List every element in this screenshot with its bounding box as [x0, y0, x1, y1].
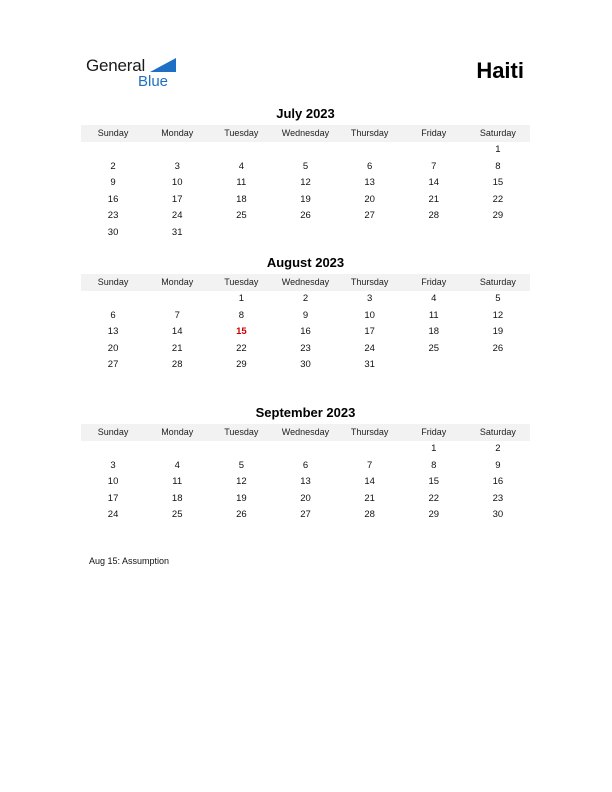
- day-cell: 17: [171, 193, 183, 205]
- day-cell: 22: [236, 342, 247, 354]
- weekday-header-row: [81, 274, 530, 291]
- day-cell: 21: [364, 492, 375, 504]
- day-cell: 24: [364, 342, 375, 354]
- day-cell: 16: [492, 476, 504, 488]
- day-cell: 27: [107, 359, 119, 371]
- day-cell: 31: [171, 226, 183, 238]
- day-cell: 7: [174, 309, 180, 321]
- day-cell: 22: [428, 492, 440, 504]
- day-cell: [338, 441, 402, 458]
- weekday-label: Sunday: [97, 128, 129, 138]
- week-row: [81, 159, 530, 176]
- weekday-label: Tuesday: [224, 128, 259, 138]
- day-cell: 8: [495, 160, 501, 172]
- day-cell: 8: [431, 459, 437, 471]
- day-cell: [209, 142, 273, 159]
- day-cell: 1: [495, 144, 501, 155]
- logo-general-text: General: [86, 56, 146, 75]
- day-cell: 28: [428, 210, 440, 222]
- day-cell: 3: [366, 293, 373, 304]
- day-cell: [209, 225, 273, 242]
- day-cell: 9: [110, 177, 116, 189]
- month-july: [81, 105, 530, 242]
- weekday-label: Wednesday: [281, 128, 330, 138]
- holiday-notes: [89, 556, 169, 566]
- week-row: [81, 142, 530, 159]
- day-cell: 1: [238, 293, 244, 304]
- day-cell: [338, 225, 402, 242]
- day-cell: 31: [364, 359, 375, 371]
- day-cell: 26: [492, 342, 504, 354]
- day-cell: 21: [171, 342, 183, 354]
- day-cell: 2: [495, 443, 501, 454]
- day-cell: 28: [171, 359, 183, 371]
- day-cell: 10: [107, 476, 119, 488]
- week-row: [81, 175, 530, 192]
- day-cell: [273, 225, 337, 242]
- day-cell: 18: [171, 492, 183, 504]
- weekday-header-row: [81, 125, 530, 142]
- day-cell: 22: [492, 193, 504, 205]
- month-title: July 2023: [276, 106, 335, 121]
- day-cell: 6: [366, 160, 373, 172]
- day-cell: 7: [431, 160, 437, 172]
- week-row: [81, 474, 530, 491]
- weekday-label: Friday: [421, 128, 447, 138]
- day-cell: 23: [300, 342, 311, 354]
- day-cell: 30: [492, 509, 504, 521]
- month-august: [81, 254, 530, 374]
- day-cell: 12: [300, 177, 311, 189]
- week-row: [81, 192, 530, 209]
- day-cell: 29: [492, 210, 504, 222]
- weekday-label: Tuesday: [224, 277, 259, 287]
- day-cell: 13: [300, 476, 311, 488]
- day-cell: [273, 441, 337, 458]
- day-cell: 7: [366, 459, 373, 471]
- generalblue-logo: [86, 54, 186, 94]
- week-row: [81, 291, 530, 308]
- day-cell: [466, 225, 530, 242]
- day-cell: 3: [110, 459, 116, 471]
- day-cell: [81, 441, 145, 458]
- weekday-label: Sunday: [97, 277, 129, 287]
- day-cell: [81, 142, 145, 159]
- day-cell: 26: [300, 210, 311, 222]
- week-row: [81, 341, 530, 358]
- day-cell: 30: [300, 359, 311, 371]
- day-cell: 4: [238, 160, 244, 172]
- day-cell: [402, 357, 466, 374]
- day-cell: 27: [364, 210, 375, 222]
- day-cell: 17: [364, 326, 375, 338]
- day-cell: [466, 357, 530, 374]
- month-title: August 2023: [266, 255, 345, 270]
- day-cell: 27: [300, 509, 311, 521]
- day-cell: 5: [495, 293, 501, 304]
- day-cell: 8: [238, 309, 244, 321]
- day-cell: 26: [236, 509, 247, 521]
- day-cell: 24: [171, 210, 183, 222]
- week-row: [81, 225, 530, 242]
- day-cell: 25: [236, 210, 247, 222]
- day-cell: [209, 441, 273, 458]
- weekday-header-row: [81, 424, 530, 441]
- day-cell: [402, 225, 466, 242]
- weekday-label: Thursday: [350, 277, 389, 287]
- day-cell: 3: [174, 160, 180, 172]
- day-cell: 12: [236, 476, 247, 488]
- day-cell: 6: [110, 309, 116, 321]
- day-cell: 16: [107, 193, 119, 205]
- weekday-label: Wednesday: [281, 277, 330, 287]
- day-cell: 14: [171, 326, 183, 338]
- week-row: [81, 308, 530, 325]
- month-title: September 2023: [255, 405, 356, 420]
- week-row: [81, 324, 530, 341]
- logo-blue-text: Blue: [138, 73, 169, 90]
- day-cell: 24: [107, 509, 119, 521]
- week-row: [81, 441, 530, 458]
- weekday-label: Saturday: [479, 128, 516, 138]
- weekday-label: Sunday: [97, 427, 129, 437]
- week-row: [81, 507, 530, 524]
- weekday-label: Thursday: [350, 427, 389, 437]
- day-cell: 28: [364, 509, 375, 521]
- day-cell: 18: [236, 193, 247, 205]
- day-cell: [402, 142, 466, 159]
- day-cell: [145, 142, 209, 159]
- day-cell: 6: [302, 459, 309, 471]
- logo-triangle-icon: [150, 58, 176, 72]
- day-cell: 20: [364, 193, 375, 205]
- week-row: [81, 458, 530, 475]
- day-cell: 10: [364, 309, 375, 321]
- day-cell: 14: [364, 476, 375, 488]
- holiday-note: Aug 15: Assumption: [89, 556, 170, 566]
- day-cell: 30: [107, 226, 119, 238]
- day-cell: 11: [428, 309, 439, 321]
- day-cell: 19: [236, 492, 247, 504]
- day-cell: 4: [431, 293, 437, 304]
- day-cell: 15: [428, 476, 440, 488]
- day-cell: [145, 291, 209, 308]
- day-cell: 9: [302, 309, 309, 321]
- day-cell: 5: [238, 459, 244, 471]
- day-cell: 25: [171, 509, 183, 521]
- weekday-label: Thursday: [350, 128, 389, 138]
- holiday-day-cell: 15: [236, 326, 247, 338]
- day-cell: 2: [302, 293, 309, 304]
- day-cell: 21: [428, 193, 440, 205]
- weekday-label: Saturday: [479, 277, 516, 287]
- weekday-label: Saturday: [479, 427, 516, 437]
- day-cell: 4: [174, 459, 180, 471]
- day-cell: 25: [428, 342, 440, 354]
- weekday-label: Wednesday: [281, 427, 330, 437]
- day-cell: 10: [171, 177, 183, 189]
- day-cell: 11: [236, 177, 247, 189]
- weekday-label: Monday: [161, 277, 194, 287]
- day-cell: 17: [107, 492, 119, 504]
- day-cell: 23: [107, 210, 119, 222]
- day-cell: 23: [492, 492, 504, 504]
- day-cell: 16: [300, 326, 311, 338]
- day-cell: 20: [107, 342, 119, 354]
- day-cell: 2: [110, 160, 116, 172]
- week-row: [81, 357, 530, 374]
- day-cell: 5: [302, 160, 309, 172]
- weekday-label: Monday: [161, 427, 194, 437]
- country-title: Haiti: [476, 58, 524, 83]
- day-cell: 29: [236, 359, 247, 371]
- day-cell: 19: [492, 326, 504, 338]
- day-cell: [81, 291, 145, 308]
- weekday-label: Friday: [421, 277, 447, 287]
- day-cell: 13: [107, 326, 119, 338]
- day-cell: 1: [431, 443, 437, 454]
- month-september: [81, 404, 530, 524]
- day-cell: 29: [428, 509, 440, 521]
- week-row: [81, 491, 530, 508]
- day-cell: 12: [492, 309, 504, 321]
- week-row: [81, 208, 530, 225]
- day-cell: [145, 441, 209, 458]
- weekday-label: Friday: [421, 427, 447, 437]
- day-cell: 14: [428, 177, 440, 189]
- weekday-label: Tuesday: [224, 427, 259, 437]
- day-cell: [273, 142, 337, 159]
- day-cell: 9: [495, 459, 501, 471]
- day-cell: 15: [492, 177, 504, 189]
- day-cell: 20: [300, 492, 311, 504]
- day-cell: 11: [172, 476, 183, 488]
- weekday-label: Monday: [161, 128, 194, 138]
- day-cell: 19: [300, 193, 311, 205]
- day-cell: 18: [428, 326, 440, 338]
- day-cell: 13: [364, 177, 375, 189]
- day-cell: [338, 142, 402, 159]
